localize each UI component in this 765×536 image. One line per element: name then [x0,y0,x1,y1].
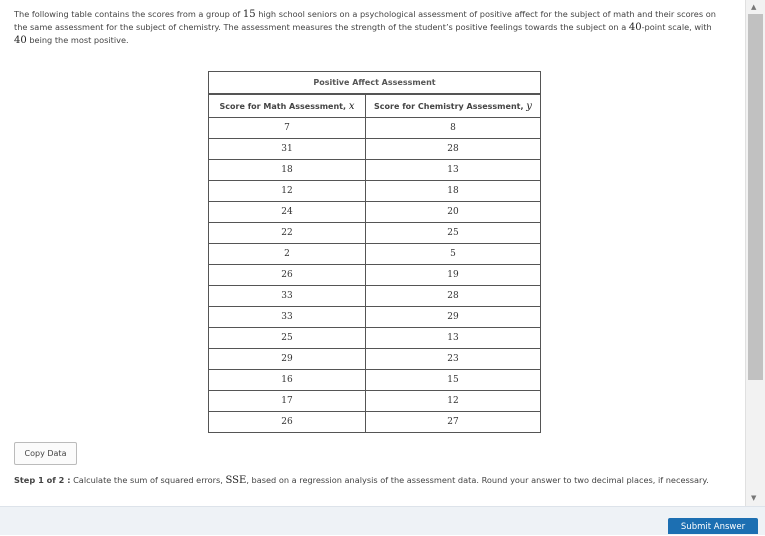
math-score-cell: 7 [209,118,366,139]
math-score-cell: 2 [209,244,366,265]
chemistry-score-cell: 8 [366,118,541,139]
math-score-cell: 18 [209,160,366,181]
table-row [209,307,541,328]
copy-data-button[interactable]: Copy Data [14,442,77,465]
math-score-cell: 33 [209,307,366,328]
math-score-cell: 33 [209,286,366,307]
chemistry-score-cell: 20 [366,202,541,223]
chemistry-score-cell: 13 [366,328,541,349]
chemistry-score-cell: 27 [366,412,541,433]
scroll-down-arrow-icon[interactable]: ▼ [751,494,757,502]
math-score-cell: 29 [209,349,366,370]
column-header-math: Score for Math Assessment, x [209,94,366,118]
chemistry-score-cell: 13 [366,160,541,181]
scroll-up-arrow-icon[interactable]: ▲ [751,3,757,11]
table-row [209,412,541,433]
question-intro: The following table contains the scores from a group of 15 high school seniors on a psychological assessment of positive affect for the subject of math and their scores on the same assessment for the subject of chemistry. The assessment measures the strength of the student’s positive feelings towards the subject on a 40-point scale, with 40 being the most positive. [14,9,716,46]
table-row [209,223,541,244]
table-row [209,244,541,265]
table-row [209,391,541,412]
chemistry-score-cell: 23 [366,349,541,370]
footer-bar [0,506,765,535]
math-score-cell: 16 [209,370,366,391]
chemistry-score-cell: 29 [366,307,541,328]
math-score-cell: 26 [209,265,366,286]
step-instructions: Step 1 of 2 : Calculate the sum of squared errors, SSE, based on a regression analysis of the assessment data. Round your answer to two decimal places, if necessary. [14,475,709,486]
math-score-cell: 17 [209,391,366,412]
vertical-scrollbar[interactable] [746,0,765,506]
table-row [209,349,541,370]
column-header-chemistry: Score for Chemistry Assessment, y [366,94,541,118]
chemistry-score-cell: 25 [366,223,541,244]
math-score-cell: 12 [209,181,366,202]
math-score-cell: 25 [209,328,366,349]
chemistry-score-cell: 28 [366,139,541,160]
data-table [208,71,541,433]
math-score-cell: 26 [209,412,366,433]
table-row [209,328,541,349]
table-row [209,265,541,286]
submit-answer-button[interactable]: Submit Answer [668,518,758,534]
table-row [209,181,541,202]
table-row [209,370,541,391]
chemistry-score-cell: 12 [366,391,541,412]
table-title: Positive Affect Assessment [209,72,541,95]
chemistry-score-cell: 18 [366,181,541,202]
table-row [209,160,541,181]
chemistry-score-cell: 5 [366,244,541,265]
table-row [209,118,541,139]
chemistry-score-cell: 15 [366,370,541,391]
math-score-cell: 24 [209,202,366,223]
scrollbar-thumb[interactable] [748,14,763,380]
chemistry-score-cell: 19 [366,265,541,286]
chemistry-score-cell: 28 [366,286,541,307]
math-score-cell: 22 [209,223,366,244]
math-score-cell: 31 [209,139,366,160]
table-row [209,286,541,307]
table-row [209,202,541,223]
table-row [209,139,541,160]
